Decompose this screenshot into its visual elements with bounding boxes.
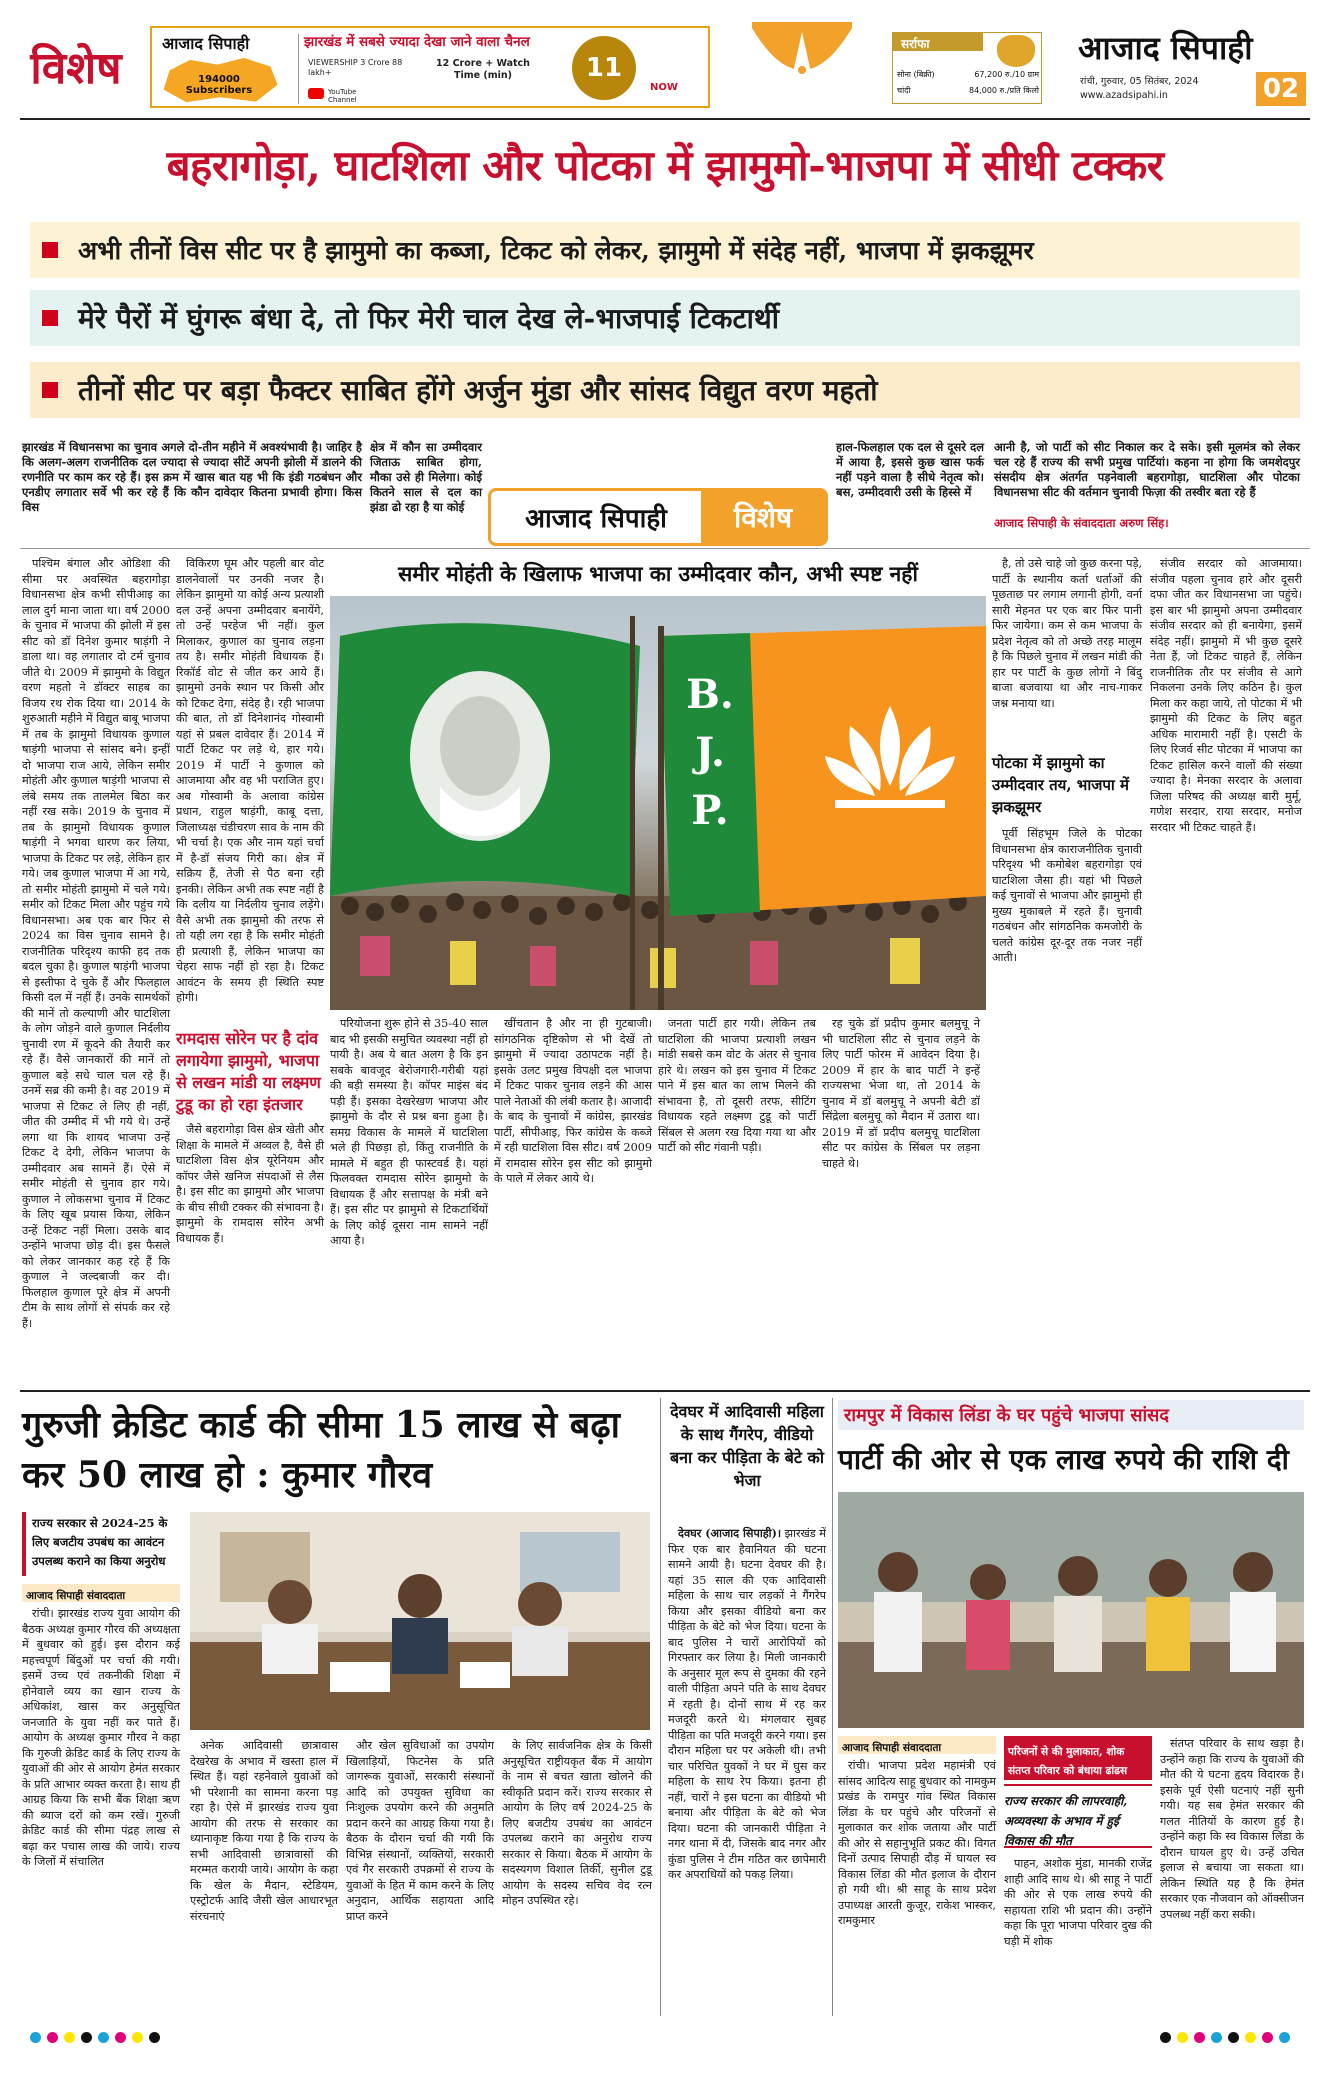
special-badge [488,488,828,546]
viewership: VIEWERSHIP 3 Crore 88 lakh+ [308,58,403,77]
color-registration-marks [30,2032,160,2043]
lead-column: रह चुके डॉ प्रदीप कुमार बलमुचू ने भी घाटशिला सीट से चुनाव लड़ने के लिए पार्टी फोरम में आवेदन दिया है। 2009 में हार के बाद पार्टी ने इन्हें राज्यसभा भेजा था, तो 2014 के चुनाव में डॉ बलमुचू ने अपनी बेटी डॉ सिंद्रेला बलमुचू को मैदान में उतारा था। 2019 में डॉ प्रदीप बलमुचू घाटशिला सीट पर कांग्रेस के सिंबल पर लड़ना चाहते थे। [822,1017,980,1170]
story4-pullquote-top: परिजनों से की मुलाकात, शोक संतप्त परिवार को बंधाया ढांढस [1004,1736,1152,1780]
story4-pullquote: राज्य सरकार की लापरवाही, अव्यवस्था के अभाव में हुई विकास की मौत [1004,1784,1152,1848]
lead-subhead: पोटका में झामुमो का उम्मीदवार तय, भाजपा में झकझूमर [992,754,1129,816]
story4-column: संतप्त परिवार के साथ खड़ा है। उन्होंने कहा कि राज्य के युवाओं की मौत की ये घटना हृदय विदारक है। इसके पूर्व ऐसी घटनाएं नहीं सुनी गयी। यह सब हेमंत सरकार की गलत नीतियों के कारण हुई है। उन्होंने कहा कि स्व विकास लिंडा के दौरान घायल हुए थे। उन्हें उचित इलाज से बचाया जा सकता था। लेकिन स्थिति यह है कि हेमंत सरकार एक नौजवान को ऑक्सीजन उपलब्ध नहीं करा सकी। [1160,1737,1304,1921]
lead-bullet: तीनों सीट पर बड़ा फैक्टर साबित होंगे अर्जुन मुंडा और सांसद विद्युत वरण महतो [30,362,1300,418]
lead-intro: आनी है, जो पार्टी को सीट निकाल कर दे सके। इसी मूलमंत्र को लेकर चल रहे हैं राज्य की सभी प्रमुख पार्टियां। कहना ना होगा कि जमशेदपुर संसदीय क्षेत्र अंतर्गत पड़नेवाली बहरागोड़ा, घाटशिला और पोटका विधानसभा सीट की वर्तमान चुनावी फिज़ा की तस्वीर बता रहे हैं [994,440,1300,499]
column-rule [660,1398,661,2016]
channel-name: आजाद सिपाही [162,34,250,53]
dateline: रांची, गुरुवार, 05 सितंबर, 2024 [1080,76,1199,87]
story4-headline: पार्टी की ओर से एक लाख रुपये की राशि दी [838,1443,1289,1476]
anniversary-badge: 11 [572,36,636,100]
story2-column: के लिए सार्वजनिक क्षेत्र के किसी अनुसूचित राष्ट्रीयकृत बैंक में आयोग के नाम से बचत खाता खोलने की स्वीकृति प्रदान करें। राज्य सरकार से आयोग के लिए वर्ष 2024-25 के लिए बजटीय उपबंध का आवंटन उपलब्ध कराने का अनुरोध राज्य सरकार से किया। बैठक में आयोग के सदस्यगण विशाल तिर्की, सुनील टुडू आयोग के सदस्य सचिव वेद रत्न मोहन उपस्थित रहे। [502,1739,652,1907]
lead-headline: बहरागोड़ा, घाटशिला और पोटका में झामुमो-भाजपा में सीधी टक्कर [166,140,1164,190]
lead-column: जैसे बहरागोड़ा विस क्षेत्र खेती और शिक्षा के मामले में अव्वल है, वैसे ही घाटशिला विस क्षेत्र यूरेनियम और कॉपर जैसे खनिज संपदाओं से लैस है। इस सीट का झामुमो और भाजपा के बीच सीधी टक्कर की संभावना है। झामुमो के रामदास सोरेन अभी विधायक हैं। [176,1123,324,1245]
bullet-square [42,382,58,398]
divider [298,34,299,104]
lead-intro: हाल-फिलहाल एक दल से दूसरे दल में आया है, इससे कुछ खास फर्क नहीं पड़ने वाला है सीधे नेतृत्व को। बस, उम्मीदवारी उसी के हिस्से में [836,440,984,499]
badge-special: विशेष [701,491,825,543]
channel-ad [150,26,710,108]
section-rule [20,1390,1310,1392]
lead-subdeck: समीर मोहंती के खिलाफ भाजपा का उम्मीदवार कौन, अभी स्पष्ट नहीं [330,556,986,592]
bullion-row: सोना (बिक्री) 67,200 रु./10 ग्राम [897,70,1039,79]
lead-byline: आजाद सिपाही के संवाददाता अरुण सिंह। [994,516,1169,530]
story2-byline: आजाद सिपाही संवाददाता [22,1584,180,1602]
now-label: NOW [650,82,678,93]
bullet-square [42,242,58,258]
rally-photo [330,596,986,1010]
lead-bullet: मेरे पैरों में घुंगरू बंधा दे, तो फिर मेरी चाल देख ले-भाजपाई टिकटार्थी [30,290,1300,346]
gold-bag-icon [997,35,1035,67]
story2-column: और खेल सुविधाओं का उपयोग खिलाड़ियों, फिटनेस के प्रति जागरूक युवाओं, सरकारी संस्थानों आदि को उपयुक्त सुविधा का निःशुल्क उपयोग करने की अनुमति प्रदान करने का आग्रह किया गया है। बैठक के दौरान चर्चा की गयी कि विभिन्न संस्थानों, व्यक्तियों, सरकारी एवं गैर सरकारी उपक्रमों से राज्य के युवाओं के हित में काम करने के लिए अनुदान, आर्थिक सहायता आदि प्राप्त करने [346,1739,494,1923]
watch-time: 12 Crore + Watch Time (min) [436,58,530,81]
story3-body: देवघर (आजाद सिपाही)। झारखंड में फिर एक बार हैवानियत की घटना सामने आयी है। घटना देवघर की है। यहां 35 साल की एक आदिवासी महिला के साथ चार लड़कों ने गैंगरेप किया और इसका वीडियो बना कर पीड़िता के बेटे को भेज दिया। घटना के बाद पुलिस ने चारों आरोपियों को गिरफ्तार कर लिया है। मिली जानकारी के अनुसार मूल रूप से दुमका की रहने वाली पीड़िता अपने पति के साथ देवघर में रहती है। दोनों साथ में रह कर मजदूरी करते थे। मंगलवार सुबह पीड़िता का पति मजदूरी करने गया। इस दौरान महिला घर पर अकेली थी। तभी चार परिचित युवकों ने घर में घुस कर महिला के साथ रेप किया। इतना ही नहीं, चारों ने इस घटना का वीडियो भी बनाया और पीड़िता के बेटे को भेज दिया। घटना की जानकारी पीड़िता ने नगर थाना में दी, जिसके बाद नगर और कुंडा पुलिस ने टीम गठित कर छापेमारी कर अपराधियों को पकड़ लिया। [668,1526,826,1881]
meeting-photo [190,1512,650,1730]
masthead [20,22,1310,117]
story2-headline: गुरुजी क्रेडिट कार्ड की सीमा 15 लाख से बढ़ा कर 50 लाख हो : कुमार गौरव [22,1404,620,1496]
bullet-square [42,310,58,326]
intro-rule [20,548,1310,549]
lead-bullet: अभी तीनों विस सीट पर है झामुमो का कब्जा, टिकट को लेकर, झामुमो में संदेह नहीं, भाजपा में झकझूमर [30,222,1300,278]
bullion-title: सर्राफा [893,33,983,51]
lead-column: खींचतान है और ना ही गुटबाजी। सांगठनिक दृष्टिकोण से भी देखें तो झामुमो में ज्यादा उठापटक नहीं है। इसके उलट प्रमुख विपक्षी दल भाजपा में टिकट पाकर चुनाव लड़ने की आस पाले नेताओं की लंबी कतार है। आजादी के बाद के चुनावों में कांग्रेस, झारखंड पार्टी, सीपीआइ, फिर कांग्रेस के कब्जे में रही घाटशिला विस सीट। वर्ष 2009 में रामदास सोरेन इस सीट को झामुमो के पाले में लेकर आये थे। [494,1017,652,1185]
pen-emblem [732,22,872,112]
badge-paper: आजाद सिपाही [525,504,667,534]
story4-kicker: रामपुर में विकास लिंडा के घर पहुंचे भाजपा सांसद [838,1400,1304,1430]
paper-title: आजाद सिपाही [1078,29,1253,67]
page-number: 02 [1256,72,1306,106]
story3-headline: देवघर में आदिवासी महिला के साथ गैंगरेप, वीडियो बना कर पीड़िता के बेटे को भेजा [670,1402,824,1490]
story2-column: रांची। झारखंड राज्य युवा आयोग की बैठक अध्यक्ष कुमार गौरव की अध्यक्षता में बुधवार को हुई। इस दौरान कई महत्त्वपूर्ण बिंदुओं पर चर्चा की गयी। इसमें उच्च एवं तकनीकी शिक्षा में होनेवाले व्यय का खान राज्य के अधिकांश, खास कर अनुसूचित जनजाति के युवा नहीं कर पाते हैं। आयोग के अध्यक्ष कुमार गौरव ने कहा कि गुरुजी क्रेडिट कार्ड के लिए राज्य के युवाओं की ओर से आयोग हेमंत सरकार के प्रति आभार व्यक्त करता है। साथ ही आग्रह किया कि सभी बैंक शिक्षा ऋण की ब्याज दरों को कम रखें। गुरुजी क्रेडिट कार्ड की सीमा पंद्रह लाख से बढ़ा कर पचास लाख की जाये। राज्य के जिलों में संचालित [22,1607,180,1868]
youtube-label: YouTube Channel [328,88,357,104]
column-rule [832,1398,833,2016]
bullion-row: चांदी 84,000 रु./प्रति किलो [897,86,1039,95]
lead-intro: क्षेत्र में कौन सा उम्मीदवार जिताऊ साबित होगा, मौका उसे ही मिलेगा। कोई कितने साल से दल का झंडा ढो रहा है या कोई [370,440,482,514]
lead-subhead: रामदास सोरेन पर है दांव लगायेगा झामुमो, भाजपा से लखन मांडी या लक्ष्मण टुडू का हो रहा इंतजार [176,1029,321,1114]
lead-column: है, तो उसे चाहे जो कुछ करना पड़े, पार्टी के स्थानीय कर्ता धर्ताओं की पूछताछ पर लगाम लगानी होगी, वर्ना सारी मेहनत पर एक बार फिर पानी फिर जायेगा। कम से कम भाजपा के प्रदेश नेतृत्व को तो अच्छे तरह मालूम है कि पिछले चुनाव में लखन मांडी की हार पर पार्टी के कुछ लोगों ने बिंदु बाजा बजवाया था और नाच-गाकर जश्न मनाया था। [992,557,1142,710]
lead-column: विकिरण घूम और पहली बार वोट डालनेवालों पर उनकी नजर है। लेकिन झामुमो या कोई अन्य प्रत्याशी दल उन्हें अपना उम्मीदवार बनायेंगे, तो उन्हें परहेज भी नहीं। कुल मिलाकर, कुणाल का चुनाव लड़ना तय है। समीर मोहंती विधायक हैं। रिकॉर्ड वोट से जीत कर आये हैं। झामुमो उनके स्थान पर किसी और को टिकट देगा, संदेह है। रही भाजपा की बात, तो डॉ दिनेशानंद गोस्वामी यहां से प्रबल दावेदार हैं। 2014 में पार्टी टिकट पर लड़े थे, हार गये। 2019 में पार्टी ने कुणाल को आजमाया और वह भी पराजित हुए। अब गोस्वामी के अलावा कांग्रेस प्रधान, राहुल षाड़ंगी, काबू दत्ता, जिलाध्यक्ष चंडीचरण साव के नाम की भी चर्चा है। एक और नाम यहां चर्चा में है-डॉ संजय गिरी का। क्षेत्र में सक्रिय हैं, तेजी से पैठ बना रही इनकी। लेकिन अभी तक स्पष्ट नहीं है कि दलीय या निर्दलीय चुनाव लड़ेंगे। वैसे अभी तक झामुमो की तरफ से तो यही लग रहा है कि समीर मोहंती ही प्रत्याशी हैं, लेकिन भाजपा का चेहरा साफ नहीं हो रहा है। टिकट आवंटन के समय ही स्थिति स्पष्ट होगी। [176,557,324,1004]
lead-intro: झारखंड में विधानसभा का चुनाव अगले दो-तीन महीने में अवश्यंभावी है। जाहिर है कि अलग-अलग राजनीतिक दल ज्यादा से ज्यादा सीटें अपनी झोली में डालने की रणनीति पर काम कर रहे हैं। इस क्रम में खास बात यह भी कि इंडी गठबंधन और एनडीए लगातार सर्वे भी कर रहे हैं कि कौन दावेदार कितना प्रभावी होगा। किस विस [22,440,362,514]
condolence-photo [838,1492,1304,1728]
lead-column: परियोजना शुरू होने से 35-40 साल बाद भी इसकी समुचित व्यवस्था नहीं हो पायी है। अब ये बात अलग है कि इन सबके बावजूद बेरोजगारी-गरीबी यहां की बड़ी समस्या है। कॉपर माइंस बंद पड़ी हैं। इसका देखरेखण भाजपा और झामुमो के दौर से प्रश्न बना हुआ है। समग्र विकास के मामले में घाटशिला भले ही पिछड़ा हो, किंतु राजनीति के मामले में बहुत ही फास्टवर्ड है। यहां फिलवक्त रामदास सोरेन झामुमो के विधायक हैं और सत्तापक्ष के मंत्री बने हैं। इस सीट पर झामुमो से टिकटार्थियों के लिए कोई दूसरा नाम सामने नहीं आया है। [330,1017,488,1247]
masthead-rule [20,118,1310,120]
lead-column: पूर्वी सिंहभूम जिले के पोटका विधानसभा क्षेत्र काराजनीतिक चुनावी परिदृश्य भी कमोबेश बहरागोड़ा एवं घाटशिला जैसा ही। यहां भी पिछले कई चुनावों से भाजपा और झामुमो ही मुख्य मुकाबले में रहते हैं। चुनावी गठबंधन और सांगठनिक कमजोरी के चलते कांग्रेस दूर-दूर तक नजर नहीं आती। [992,827,1142,964]
story2-deck: राज्य सरकार से 2024-25 के लिए बजटीय उपबंध का आवंटन उपलब्ध कराने का किया अनुरोध [22,1512,180,1576]
channel-tagline: झारखंड में सबसे ज्यादा देखा जाने वाला चैनल [304,34,530,50]
story4-byline: आजाद सिपाही संवाददाता [838,1736,996,1754]
bjp-flag-text: B. J. P. [686,671,734,834]
section-label: विशेष [30,43,122,94]
story4-column: पाहन, अशोक मुंडा, मानकी राजेंद्र शाही आदि साथ थे। श्री साहू ने पार्टी की ओर से एक लाख रुपये की सहायता राशि भी प्रदान की। उन्होंने कहा कि पूरा भाजपा परिवार दुख की घड़ी में शोक [1004,1857,1152,1948]
story2-column: अनेक आदिवासी छात्रावास देखरेख के अभाव में खस्ता हाल में स्थित हैं। यहां रहनेवाले युवाओं को भी परेशानी का सामना करना पड़ रहा है। ऐसे में झारखंड राज्य युवा आयोग की तरफ से सरकार का ध्यानाकृष्ट किया गया है कि राज्य के सभी आदिवासी छात्रावासों की मरम्मत करायी जाये। आयोग के कहा कि खेल के मैदान, स्टेडियम, एस्ट्रोटर्फ आदि जैसी खेल आधारभूत संरचनाएं [190,1739,338,1923]
lead-column: जनता पार्टी हार गयी। लेकिन तब घाटशिला की भाजपा प्रत्याशी लखन मांडी सबसे कम वोट के अंतर से चुनाव हारे थे। लखन को इस चुनाव में टिकट पाने में इस बात का लाभ मिलने की संभावना है, तो दूसरी तरफ, सीटिंग विधायक रहते लक्ष्मण टुडू को पार्टी सिंबल से अलग रख दिया गया था और पार्टी को सीट गंवानी पड़ी। [658,1017,816,1154]
subscriber-count: 194000 Subscribers [185,74,253,96]
lead-column: पश्चिम बंगाल और ओडिशा की सीमा पर अवस्थित बहरागोड़ा विधानसभा क्षेत्र कभी सीपीआइ का लाल दुर्ग माना जाता था। वर्ष 2000 के चुनाव में भाजपा की झोली में इस सीट को डॉ दिनेश कुमार षाड़ंगी ने डाला था। वह लगातार दो टर्म चुनाव जीते थे। 2009 में झामुमो के विद्युत वरण महतो ने डॉक्टर साहब का विजय रथ रोक दिया था। 2014 के शुरुआती महीने में विद्युत बाबू भाजपा में तब के झामुमो विधायक कुणाल षाड़ंगी भाजपा से सांसद बने। इन्हीं दो भाजपा राज आये, लेकिन समीर मोहंती और कुणाल षाड़ंगी भाजपा से लंबे समय तक तालमेल बिठा कर नहीं रख सके। 2019 के चुनाव में तब के झामुमो विधायक कुणाल षाड़ंगी ने भगवा धारण कर लिया, भाजपा के टिकट पर लड़े, लेकिन हार गये। जब कुणाल भाजपा में आ गये, तो समीर मोहंती झामुमो में चले गये। समीर को टिकट मिला और पहुंच गये विधानसभा। अब एक बार फिर से 2024 का विस चुनाव सामने है। राजनीतिक परिदृश्य काफी हद तक बदल चुका है। कुणाल षाड़ंगी भाजपा से इस्तीफा दे चुके हैं और फिलहाल किसी दल में नहीं हैं। उनके सामर्थकों की मानें तो कल्याणी और घाटशिला के लोग जोड़ने वाले कुणाल निर्दलीय चुनावी रण में कूदने की तैयारी कर रहे हैं। वैसे जानकारों की मानें तो कुणाल बड़े सधे चाल चल रहे हैं। उनमें सब्र की कमी है। वह 2019 में भाजपा से टिकट ले लिए ही नहीं, जीत की उम्मीद में भी गये थे। उन्हें लगा था कि शायद भाजपा उन्हें टिकट दे देगी, लेकिन भाजपा के उम्मीदवार अब सामने हैं। ऐसे में समीर मोहंती से चुनाव हार गये। कुणाल ने लोकसभा चुनाव में टिकट के लिए खूब प्रयास किया, लेकिन उन्हें टिकट नहीं मिला। उसके बाद उन्होंने भाजपा छोड़ दी। इस फैसले को लेकर जानकार कह रहे हैं कि कुणाल ने जल्दबाजी कर दी। फिलहाल कुणाल पूरे क्षेत्र में अपनी टीम के साथ लोगों से संपर्क कर रहे हैं। [22,557,170,1330]
color-registration-marks [1160,2032,1290,2043]
lead-column: संजीव सरदार को आजमाया। संजीव पहला चुनाव हारे और दूसरी दफा जीत कर विधानसभा जा पहुंचे। इस बार भी झामुमो अपना उम्मीदवार संजीव सरदार को ही बनायेगा, इसमें संदेह नहीं। झामुमो में भी कुछ दूसरे नेता हैं, जो टिकट चाहते हैं, लेकिन राजनीतिक तौर पर संजीव से आगे निकलना उनके लिए कठिन है। कुल मिला कर कहा जाये, तो पोटका में भी झामुमो की टिकट के लिए बहुत अधिक मारामारी नहीं है। एसटी के लिए रिजर्व सीट पोटका में भाजपा का टिकट हासिल करने वालों की संख्या ज्यादा है। मेनका सरदार के अलावा जिला परिषद की अध्यक्ष बारी मुर्मू, गणेश सरदार, राया सरदार, मनोज सरदार भी टिकट चाहते हैं। [1150,557,1302,834]
story4-body: रांची। भाजपा प्रदेश महामंत्री एवं सांसद आदित्य साहू बुधवार को नामकुम प्रखंड के रामपुर गांव स्थित विकास लिंडा के घर पहुंचे और परिजनों से मुलाकात कर शोक जताया और पार्टी की ओर से सहानुभूति प्रकट की। विगत दिनों उत्पाद सिपाही दौड़ में घायल स्व विकास लिंडा की मौत इलाज के दौरान हो गयी थी। श्री साहू के साथ प्रदेश उपाध्यक्ष आरती कुजूर, राकेश भास्कर, रामकुमार [838,1759,996,1927]
bullion-box [892,32,1042,104]
youtube-icon [308,88,324,99]
website: www.azadsipahi.in [1080,90,1168,101]
